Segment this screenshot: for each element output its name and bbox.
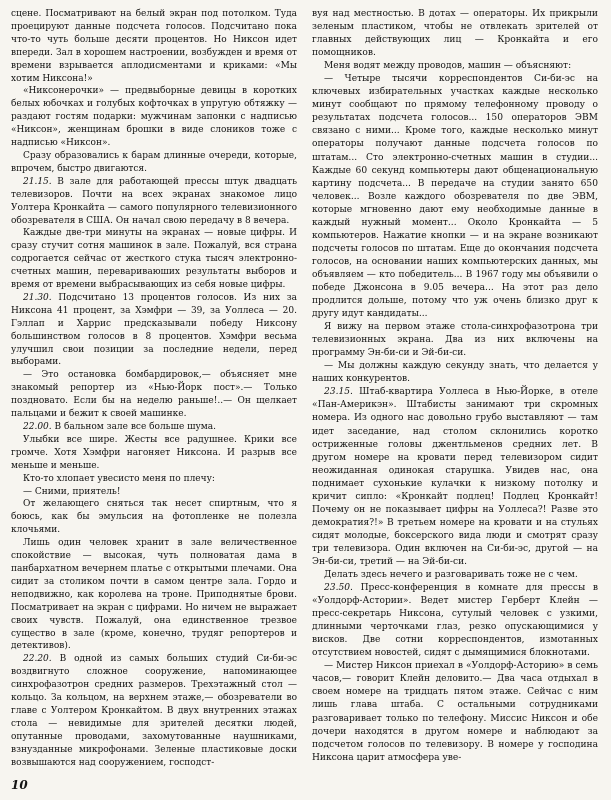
paragraph-text: Подсчитано 13 процентов голосов. Из них за Никсона 41 процент, за Хэмфри — 39, за Уоллеса — 20. Гэллап и Харрис предсказывали победу Никсону большинством голосов в 8 процентов. Хэмфри весьма улучшил свои позиции за последние недели, перед выборами. [11,292,297,368]
paragraph [312,73,598,321]
paragraph-text: вуя над местностью. В дотах — операторы. Их прикрыли зеленым пластиком, чтобы не отвлекать зрителей от главных действующих лиц — Кронкайта и его помощников. [312,9,598,59]
paragraph [11,292,297,369]
paragraph-text: Улыбки все шире. Жесты все радушнее. Крики все громче. Хотя Хэмфри нагоняет Никсона. И разрыв все меньше и меньше. [11,434,297,471]
paragraph-text: — Это остановка бомбардировок,— объясняет мне знакомый репортер из «Нью-Йорк пост».— Только поздновато. Если бы на неделю раньше!..— Он щелкает пальцами и бежит к своей машинке. [11,370,297,420]
paragraph-text: Каждые две-три минуты на экранах — новые цифры. И сразу стучит сотня машинок в зале. Пожалуй, вся страна содрогается сейчас от жесткого стука тысяч электронно-счетных машин, перевариваюших результаты выборов и время от времени выбрасывающих из себя новые цифры. [11,228,297,291]
paragraph [312,386,598,569]
paragraph [11,473,297,486]
paragraph [11,421,297,434]
paragraph-text: Я вижу на первом этаже стола-синхрофазотрона три телевизионных экрана. Два из них включены на программу Эн-би-си и Эй-би-си. [312,322,598,359]
paragraph [312,569,598,582]
paragraph-text: сцене. Посматривают на белый экран под потолком. Туда проецируют данные подсчета голосов. Подсчитано пока что-то чуть больше десяти процентов. Но Никсон идет впереди. Зал в хорошем настроении, возбужден и время от времени взрывается аплодисментами и криками: «Мы хотим Никсона!» [11,9,297,84]
paragraph-text: Кто-то хлопает увесисто меня по плечу: [23,473,215,484]
paragraph [312,582,598,660]
left-column [11,8,297,769]
paragraph [11,653,297,769]
paragraph [11,85,297,150]
paragraph [11,8,297,85]
paragraph-text: Делать здесь нечего и разговаривать тоже не с чем. [324,570,578,581]
paragraph-text: — Четыре тысячи корреспондентов Си-би-эс на ключевых избирательных участках каждые несколько минут сообщают по прямому телефонному проводу о результатах подсчета голосов... 150 операторов ЭВМ связано с ними... Кроме того, каждые несколько минут операторы получают данные подсчета голосов по штатам... Сто электронно-счетных машин в студии... Каждые 60 секунд компьютеры дают общенациональную картину подсчета... В передаче на студии занято 650 человек... Возле каждого обозревателя по две ЭВМ, которые мгновенно дают ему необходимые данные в каждый нужный момент... Около Кронкайта — 5 компьютеров. Нажатие кнопки — и на экране возникают подсчеты голосов по штатам. Еще до окончания подсчета голосов, на основании наших компьютерских данных, мы объявляем — кто победитель... В 1967 году мы объявили о победе Джонсона в 9.05 вечера... На этот раз дело продлится дольше, потому что уж очень близко друг к другу идут кандидаты... [312,74,598,320]
timestamp: 23.15. [324,387,353,398]
timestamp: 22.00. [23,422,52,432]
paragraph [11,176,297,228]
paragraph [312,60,598,73]
paragraph [11,486,297,499]
paragraph [11,498,297,537]
timestamp: 23.50. [324,583,353,594]
paragraph-text: Лишь один человек хранит в зале величественное спокойствие — высокая, чуть полноватая дама в панбархатном вечернем платье с открытыми плечами. Она сидит за столиком почти в самом центре зала. Гордо и неподвижно, как королева на троне. Приподнятые брови. Посматривает на экран с цифрами. Но ничем не выражает своих чувств. Пожалуй, она единственное трезвое существо в зале (кроме, конечно, трудяг репортеров и детективов). [11,538,297,652]
paragraph-text: В бальном зале все больше шума. [51,422,217,432]
paragraph-text: В одной из самых больших студий Си-би-эс воздвигнуто сложное сооружение, напоминающее синхрофазотрон средних размеров. Трехэтажный стол — кольцо. За кольцом, на верхнем этаже,— обозреватели во главе с Уолтером Кронкайтом. В двух внутренних этажах стола — невидимые для зрителей десятки людей, опутанные проводами, захомутованные наушниками, взнузданные микрофонами. Зеленые пластиковые доски возвышаются над сооружением, господст- [11,654,297,768]
paragraph-text: «Никсонерочки» — предвыборные девицы в коротких белых юбочках и голубых кофточках в упругую обтяжку — раздают гостям подарки: мужчинам запонки с надписью «Никсон», женщинам брошки в виде слоников тоже с надписью «Никсон». [11,86,297,149]
paragraph [11,227,297,292]
paragraph-text: — Сними, приятель! [23,486,121,497]
paragraph [312,321,598,360]
right-column [312,8,598,765]
timestamp: 21.15. [23,176,52,187]
paragraph-text: Пресс-конференция в комнате для прессы в «Уолдорф-Астории». Ведет мистер Герберт Клейн — пресс-секретарь Никсона, сутулый человек с узкими, длинными черточками глаз, резко опускающимися у висков. Две сотни корреспондентов, измотанных отсутствием новостей, сидят с дымящимися блокнотами. [312,583,598,659]
paragraph [11,537,297,653]
paragraph [11,150,297,176]
page-number: 10 [11,778,28,792]
paragraph-text: Штаб-квартира Уоллеса в Нью-Йорке, в отеле «Пан-Америкэн». Штабисты занимают три скромных номера. Из одного нас довольно грубо выставляют — там идет заседание, над столом склонились коротко остриженные головы джентльменов средних лет. В другом номере на кровати перед телевизором сидит неожиданная одинокая старушка. Увидев нас, она поднимает сухонькие кулачки к низкому потолку и кричит сипло: «Кронкайт подлец! Подлец Кронкайт! Почему он не показывает цифры на Уоллеса?! Разве это демократия?!» В третьем номере на кровати и на стульях сидят молодые, боксерского вида люди и смотрят сразу три телевизора. Один включен на Си-би-эс, другой — на Эн-би-си, третий — на Эй-би-си. [312,387,598,567]
paragraph-text: Сразу образовались к барам длинные очереди, которые, впрочем, быстро двигаются. [11,150,297,174]
paragraph-text: Меня водят между проводов, машин — объясняют: [324,61,572,72]
paragraph [11,369,297,421]
paragraph-text: — Мистер Никсон приехал в «Уолдорф-Асторию» в семь часов,— говорит Клейн деловито.— Два часа отдыхал в своем номере на тридцать пятом этаже. Сейчас с ним лишь глава штаба. С остальными сотрудниками разговаривает только по телефону. Миссис Никсон и обе дочери находятся в другом номере и наблюдают за подсчетом голосов по телевизору. В номере у господина Никсона царит атмосфера уве- [312,661,598,763]
timestamp: 21.30. [23,292,52,303]
paragraph-text: — Мы должны каждую секунду знать, что делается у наших конкурентов. [312,361,598,385]
timestamp: 22.20. [23,654,52,665]
paragraph [312,8,598,60]
paragraph [312,360,598,386]
paragraph [11,434,297,473]
paragraph [312,660,598,764]
paragraph-text: От желающего сняться так несет спиртным, что я боюсь, как бы эмульсия на фотопленке не полезла клочьями. [11,499,297,536]
paragraph-text: В зале для работающей прессы штук двадцать телевизоров. Почти на всех экранах знакомое лицо Уолтера Кронкайта — самого популярного телевизионного обозревателя в США. Он начал свою передачу в 8 вечера. [11,176,297,226]
